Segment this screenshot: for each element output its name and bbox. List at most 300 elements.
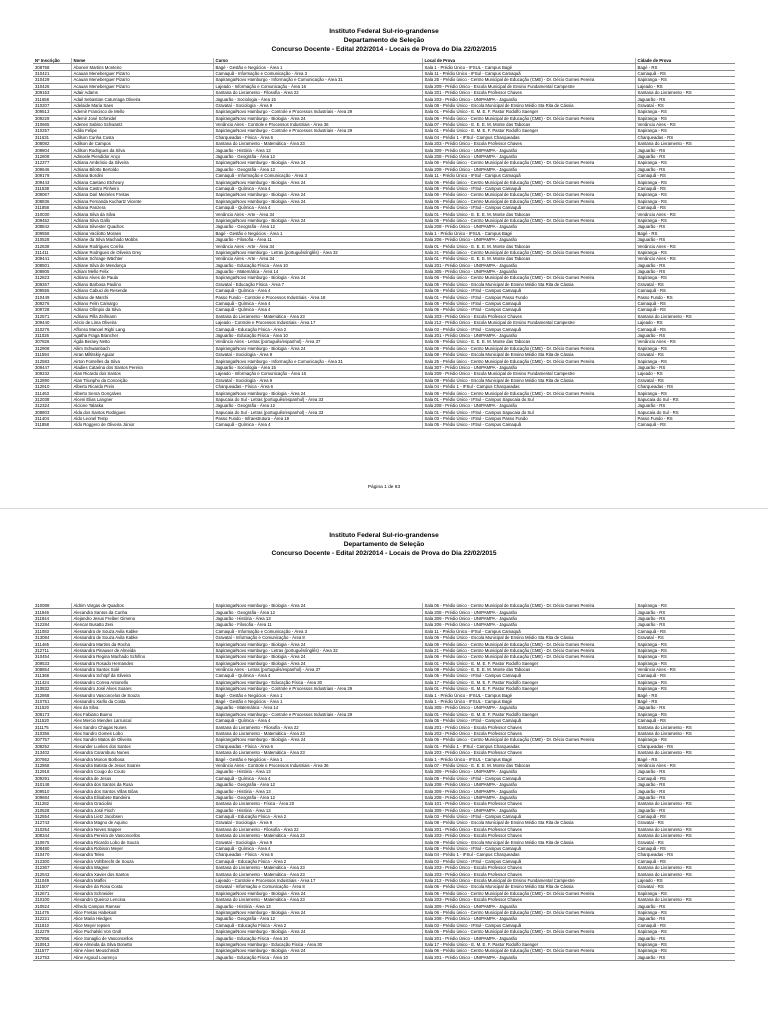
cell-registration: 311282 (33, 801, 71, 807)
cell-exam-location: Sala 05 - Prédio Único - IFSul - Campus Camaquã (422, 845, 635, 851)
cell-registration: 311858 (33, 204, 71, 210)
cell-course: Sapiranga/Novo Hamburgo - Biologia - Área 24 (213, 909, 422, 915)
cell-exam-city: Camaquã - RS (635, 813, 735, 819)
cell-registration: 312808 (33, 153, 71, 159)
cell-registration: 309452 (33, 217, 71, 223)
cell-exam-city: Sapiranga - RS (635, 115, 735, 121)
cell-name: Alex Sandro Chagas Nunes (71, 724, 213, 730)
cell-registration: 311465 (33, 641, 71, 647)
cell-course: Jaguarão - História - Área 13 (213, 147, 422, 153)
cell-name: Adinoele Piendidor Anço (71, 153, 213, 159)
cell-course: Santana do Livramento - Filosofia - Área 22 (213, 724, 422, 730)
cell-exam-city: Santana do Livramento - RS (635, 141, 735, 147)
cell-registration: 309684 (33, 794, 71, 800)
cell-course: Santana do Livramento - Matemática - Área 23 (213, 141, 422, 147)
cell-course: Sapiranga/Novo Hamburgo - Biologia - Área 24 (213, 115, 422, 121)
cell-course: Camaquã - Química - Área 4 (213, 422, 422, 428)
cell-exam-city: Gravataí - RS (635, 820, 735, 826)
cell-registration: 310148 (33, 781, 71, 787)
cell-exam-location: Sala 03 - Prédio Único - IFSul - Campus Camaquã (422, 858, 635, 864)
cell-registration: 312038 (33, 396, 71, 402)
cell-exam-city: Camaquã - RS (635, 288, 735, 294)
cell-registration: 312284 (33, 622, 71, 628)
cell-registration: 312823 (33, 275, 71, 281)
cell-exam-location: Sala 06 - Prédio único - Centro Municipal de Educação (CME) - Dr. Décio Gomes Pereira (422, 909, 635, 915)
cell-name: Aline Alves Meuschmidt (71, 948, 213, 954)
cell-registration: 308842 (33, 224, 71, 230)
cell-registration: 309229 (33, 115, 71, 121)
cell-course: Venâncio Aires - Arte - Área 34 (213, 256, 422, 262)
cell-name: Adilson Cunha Costa (71, 134, 213, 140)
cell-course: Sapiranga/Novo Hamburgo - Biologia - Área 24 (213, 641, 422, 647)
cell-exam-location: Sala 21 - Prédio único - Centro Municipal de Educação (CME) - Dr. Décio Gomes Pereira (422, 249, 635, 255)
cell-exam-location: Sala 11 - Prédio Único - IFSul - Campus Camaquã (422, 70, 635, 76)
cell-exam-location: Sala 309 - Prédio Único - UNIPAMPA - Jaguarão (422, 769, 635, 775)
cell-name: Adriano Barbosa Paulino (71, 281, 213, 287)
cell-name: Alcione Talaska (71, 403, 213, 409)
cell-name: Alexandra Caramburu Nunes (71, 749, 213, 755)
cell-registration: 311520 (33, 705, 71, 711)
cell-exam-city: Jaguarão - RS (635, 615, 735, 621)
cell-exam-location: Sala 06 - Prédio único - Centro Municipal de Educação (CME) - Dr. Décio Gomes Pereira (422, 737, 635, 743)
cell-registration: 311631 (33, 134, 71, 140)
table-row (33, 954, 735, 960)
cell-registration: 311476 (33, 909, 71, 915)
cell-exam-location: Sala 305 - Prédio Único - UNIPAMPA - Jaguarão (422, 268, 635, 274)
cell-course: Venâncio Aires - Letras (português/espanhol) - Área 37 (213, 666, 422, 672)
cell-name: Ailim Schwambach (71, 345, 213, 351)
cell-course: Jaguarão - História - Área 13 (213, 807, 422, 813)
cell-exam-city: Sapiranga - RS (635, 198, 735, 204)
cell-registration: 308173 (33, 711, 71, 717)
cell-name: Adriane Rodrigues Corrêa (71, 243, 213, 249)
cell-exam-city: Sapiranga - RS (635, 686, 735, 692)
cell-exam-city: Jaguarão - RS (635, 236, 735, 242)
cell-course: Sapiranga/Novo Hamburgo - Biologia - Área 24 (213, 179, 422, 185)
table-row (33, 422, 735, 428)
cell-registration: 311858 (33, 422, 71, 428)
contest-title: Concurso Docente - Edital 202/2014 - Locais de Prova do Dia 22/02/2015 (271, 46, 497, 53)
cell-name: Alex Mercio Mendes Larruscaí (71, 718, 213, 724)
cell-registration: 309447 (33, 364, 71, 370)
cell-exam-location: Sala 08 - Prédio Único - E. E. E. M. Monte das Tabocas (422, 339, 635, 345)
cell-registration: 311083 (33, 628, 71, 634)
cell-registration: 312367 (33, 865, 71, 871)
cell-course: Bagé - Gestão e Negócios - Área 1 (213, 230, 422, 236)
cell-exam-city: Charqueadas - RS (635, 383, 735, 389)
cell-exam-city: Lajeado - RS (635, 83, 735, 89)
cell-course: Jaguarão - Filosofia - Área 11 (213, 622, 422, 628)
cell-registration: 311404 (33, 415, 71, 421)
cell-exam-location: Sala 208 - Prédio Único - UNIPAMPA - Jaguarão (422, 224, 635, 230)
cell-name: Alan Triunpho da Conceição (71, 377, 213, 383)
cell-exam-city: Jaguarão - RS (635, 935, 735, 941)
cell-course: Jaguarão - Geografia - Área 12 (213, 224, 422, 230)
cell-course: Charqueadas - Física - Área 6 (213, 134, 422, 140)
cell-course: Camaquã - Educação Física - Área 2 (213, 813, 422, 819)
cell-registration: 312543 (33, 871, 71, 877)
cell-course: Lajeado - Informação e Comunicação - Área 16 (213, 371, 422, 377)
cell-course: Camaquã - Educação Física - Área 2 (213, 326, 422, 332)
cell-registration: 312753 (33, 954, 71, 960)
cell-registration: 313402 (33, 749, 71, 755)
cell-registration: 307826 (33, 339, 71, 345)
cell-exam-city: Bagé - RS (635, 64, 735, 70)
cell-exam-city: Sapiranga - RS (635, 941, 735, 947)
cell-registration: 310276 (33, 326, 71, 332)
cell-course: Jaguarão - História - Área 13 (213, 615, 422, 621)
cell-registration: 308836 (33, 198, 71, 204)
cell-course: Sapucaia do Sul - Letras (português/espanhol) - Área 33 (213, 409, 422, 415)
cell-registration: 310665 (33, 121, 71, 127)
cell-exam-location: Sala 203 - Prédio Único - Escola Professor Chaves (422, 730, 635, 736)
cell-course: Camaquã - Química - Área 4 (213, 718, 422, 724)
cell-exam-city: Venâncio Aires - RS (635, 211, 735, 217)
cell-exam-city: Jaguarão - RS (635, 781, 735, 787)
cell-course: Sapiranga/Novo Hamburgo - Biologia - Área 24 (213, 192, 422, 198)
cell-exam-location: Sala 06 - Prédio único - Centro Municipal de Educação (CME) - Dr. Décio Gomes Pereira (422, 198, 635, 204)
cell-registration: 310913 (33, 941, 71, 947)
cell-exam-city: Sapiranga - RS (635, 160, 735, 166)
cell-registration: 311538 (33, 185, 71, 191)
cell-name: Adilson Rodrigues da Silva (71, 147, 213, 153)
cell-exam-location: Sala 203 - Prédio Único - Escola Professor Chaves (422, 871, 635, 877)
cell-exam-location: Sala 208 - Prédio Único - UNIPAMPA - Jaguarão (422, 781, 635, 787)
cell-registration: 310088 (33, 603, 71, 609)
cell-name: Alessandro Correa Antonello (71, 679, 213, 685)
cell-exam-location: Sala 05 - Prédio Único - IFSul - Campus Camaquã (422, 422, 635, 428)
cell-name: Alessandro Xarllo da Costa (71, 698, 213, 704)
cell-exam-city: Santana do Livramento - RS (635, 865, 735, 871)
cell-name: Alice Maria Hiedges (71, 916, 213, 922)
cell-exam-location: Sala 203 - Prédio Único - Escola Professor Chaves (422, 865, 635, 871)
cell-exam-city: Lajeado - RS (635, 371, 735, 377)
cell-registration: 308803 (33, 409, 71, 415)
cell-exam-location: Sala 03 - Prédio Único - IFSul - Campus Camaquã (422, 813, 635, 819)
cell-exam-city: Santana do Livramento - RS (635, 89, 735, 95)
cell-registration: 307856 (33, 935, 71, 941)
cell-name: Alice Meyer Iepsen (71, 922, 213, 928)
cell-registration: 311594 (33, 351, 71, 357)
cell-exam-city: Santana do Livramento - RS (635, 730, 735, 736)
cell-course: Venâncio Aires - Letras (português/espanhol) - Área 37 (213, 339, 422, 345)
cell-name: Aline Almeida da Silva Bonetto (71, 941, 213, 947)
cell-course: Camaquã - Informação e Comunicação - Área 3 (213, 173, 422, 179)
cell-exam-city: Santana do Livramento - RS (635, 826, 735, 832)
cell-registration: 309267 (33, 281, 71, 287)
cell-exam-location: Sala 08 - Prédio Único - Escola Municipal de Ensino Médio Sta Rita de Cássia (422, 351, 635, 357)
cell-exam-city: Jaguarão - RS (635, 622, 735, 628)
cell-exam-location: Sala 309 - Prédio Único - UNIPAMPA - Jaguarão (422, 788, 635, 794)
cell-exam-city: Sapiranga - RS (635, 647, 735, 653)
cell-name: Acauan Meneberguer Pizarro (71, 70, 213, 76)
cell-name: Alice Sonaglio de Vasconcellos (71, 935, 213, 941)
cell-exam-city: Jaguarão - RS (635, 788, 735, 794)
cell-exam-city: Sapiranga - RS (635, 654, 735, 660)
cell-course: Jaguarão - Geografia - Área 12 (213, 403, 422, 409)
cell-course: Jaguarão - Educação Física - Área 10 (213, 954, 422, 960)
cell-course: Camaquã - Química - Área 4 (213, 300, 422, 306)
cell-exam-location: Sala 206 - Prédio Único - UNIPAMPA - Jaguarão (422, 236, 635, 242)
cell-registration: 312743 (33, 820, 71, 826)
cell-course: Gravataí - Sociologia - Área 9 (213, 839, 422, 845)
cell-exam-location: Sala 08 - Prédio Único - Escola Municipal de Ensino Médio Sta Rita de Cássia (422, 377, 635, 383)
cell-registration: 312279 (33, 928, 71, 934)
cell-course: Sapiranga/Novo Hamburgo - Biologia - Área 24 (213, 737, 422, 743)
cell-name: Aldrim Vargas de Quadros (71, 603, 213, 609)
cell-exam-city: Sapiranga - RS (635, 358, 735, 364)
cell-registration: 309558 (33, 230, 71, 236)
cell-course: Venâncio Aires - Arte - Área 34 (213, 243, 422, 249)
cell-name: Aline Argoud Lourenço (71, 954, 213, 960)
cell-exam-city: Sapiranga - RS (635, 660, 735, 666)
cell-name: Alexandra Magno de Aquino (71, 820, 213, 826)
cell-course: Sapiranga/Novo Hamburgo - Biologia - Área 24 (213, 890, 422, 896)
cell-course: Sapiranga/Novo Hamburgo - Biologia - Área 24 (213, 603, 422, 609)
cell-name: Adriano Olímpio da Silva (71, 307, 213, 313)
cell-exam-location: Sala 06 - Prédio único - Centro Municipal de Educação (CME) - Dr. Décio Gomes Pereira (422, 390, 635, 396)
contest-title: Concurso Docente - Edital 202/2014 - Locais de Prova do Dia 22/02/2015 (271, 550, 497, 557)
cell-exam-city: Santana do Livramento - RS (635, 896, 735, 902)
table-body (33, 64, 735, 428)
cell-exam-location: Sala 06 - Prédio único - Centro Municipal de Educação (CME) - Dr. Décio Gomes Pereira (422, 217, 635, 223)
cell-registration: 312638 (33, 243, 71, 249)
cell-exam-location: Sala 06 - Prédio único - Centro Municipal de Educação (CME) - Dr. Décio Gomes Pereira (422, 115, 635, 121)
cell-exam-city: Jaguarão - RS (635, 794, 735, 800)
cell-course: Santana do Livramento - Matemática - Área 23 (213, 833, 422, 839)
cell-name: Acauan Meneberguer Pizarro (71, 77, 213, 83)
cell-registration: 310426 (33, 83, 71, 89)
cell-exam-location: Sala 208 - Prédio Único - UNIPAMPA - Jaguarão (422, 403, 635, 409)
cell-exam-city: Bagé - RS (635, 698, 735, 704)
cell-exam-location: Sala 01 - Prédio 1 - IFSul - Campus Charqueadas (422, 743, 635, 749)
cell-registration: 312571 (33, 313, 71, 319)
cell-name: Aécio de Lima Oliveira (71, 320, 213, 326)
cell-registration: 309555 (33, 288, 71, 294)
cell-course: Camaquã - Educação Física - Área 2 (213, 858, 422, 864)
cell-course: Venâncio Aires - Controle e Processos Industriais - Área 36 (213, 121, 422, 127)
cell-exam-city: Sapiranga - RS (635, 928, 735, 934)
cell-registration: 312908 (33, 345, 71, 351)
cell-registration: 308501 (33, 262, 71, 268)
cell-name: Alexandra José Fisch (71, 807, 213, 813)
cell-name: Alexandra dos Santos Villas Bôas (71, 788, 213, 794)
cell-exam-location: Sala 06 - Prédio único - Centro Municipal de Educação (CME) - Dr. Décio Gomes Pereira (422, 192, 635, 198)
cell-name: Alex da Silva (71, 705, 213, 711)
cell-name: Adriano de Marchi (71, 294, 213, 300)
cell-name: Alessandra de Souza Avila Kabke (71, 628, 213, 634)
cell-course: Jaguarão - Matemática - Área 14 (213, 705, 422, 711)
cell-course: Sapiranga/Novo Hamburgo - Informação e Comunicação - Área 31 (213, 77, 422, 83)
cell-exam-city: Sapiranga - RS (635, 179, 735, 185)
cell-exam-city: Jaguarão - RS (635, 903, 735, 909)
cell-exam-location: Sala 206 - Prédio Único - UNIPAMPA - Jaguarão (422, 622, 635, 628)
cell-registration: 312868 (33, 762, 71, 768)
cell-exam-city: Jaguarão - RS (635, 96, 735, 102)
cell-exam-location: Sala 212 - Prédio Único - Escola Municipal de Ensino Fundamental Campestre (422, 877, 635, 883)
cell-exam-city: Bagé - RS (635, 692, 735, 698)
cell-course: Santana do Livramento - Matemática - Área 23 (213, 865, 422, 871)
cell-name: Alexandro Queiroz Lencina (71, 896, 213, 902)
cell-exam-location: Sala 07 - Prédio Único - E. E. E. M. Monte das Tabocas (422, 121, 635, 127)
cell-course: Camaquã - Educação Física - Área 2 (213, 922, 422, 928)
cell-registration: 308758 (33, 64, 71, 70)
cell-registration: 311026 (33, 332, 71, 338)
cell-course: Santana do Livramento - Matemática - Área 23 (213, 871, 422, 877)
cell-exam-location: Sala 1 - Prédio Único - IFSUL - Campus Bagé (422, 692, 635, 698)
cell-course: Sapiranga/Novo Hamburgo - Biologia - Área 24 (213, 948, 422, 954)
cell-name: Adilson de Campos (71, 141, 213, 147)
cell-name: Alessandra Santos Solé (71, 666, 213, 672)
cell-exam-city: Sapiranga - RS (635, 711, 735, 717)
cell-registration: 307757 (33, 737, 71, 743)
cell-registration: 312890 (33, 377, 71, 383)
cell-exam-city: Camaquã - RS (635, 70, 735, 76)
cell-registration: 312711 (33, 647, 71, 653)
cell-exam-city: Jaguarão - RS (635, 807, 735, 813)
cell-course: Lajeado - Controle e Processos Industriais - Área 17 (213, 877, 422, 883)
cell-exam-city: Camaquã - RS (635, 775, 735, 781)
cell-exam-city: Venâncio Aires - RS (635, 243, 735, 249)
cell-name: Alexandra Batista de Jesus Soares (71, 762, 213, 768)
cell-course: Jaguarão - História - Área 13 (213, 903, 422, 909)
cell-name: Aldo Roggero de Oliveira Júnior (71, 422, 213, 428)
cell-registration: 309067 (33, 192, 71, 198)
cell-course: Bagé - Gestão e Negócios - Área 1 (213, 698, 422, 704)
department-title: Departamento de Seleção (343, 37, 425, 44)
cell-exam-location: Sala 05 - Prédio Único - IFSul - Campus Camaquã (422, 673, 635, 679)
cell-exam-city: Sapiranga - RS (635, 275, 735, 281)
cell-exam-location: Sala 201 - Prédio Único - UNIPAMPA - Jaguarão (422, 954, 635, 960)
cell-exam-location: Sala 03 - Prédio Único - IFSul - Campus Camaquã (422, 326, 635, 332)
cell-course: Santana do Livramento - Matemática - Área 23 (213, 749, 422, 755)
cell-name: Alex Sandro Gomes Lobo (71, 730, 213, 736)
cell-registration: 311368 (33, 673, 71, 679)
column-header-registration: Nº Inscrição (33, 58, 71, 64)
cell-exam-location: Sala 01 - Prédio Único - E. E. E. M. Monte das Tabocas (422, 211, 635, 217)
cell-name: Adenes Sabino Schwantz (71, 121, 213, 127)
cell-exam-location: Sala 06 - Prédio único - Centro Municipal de Educação (CME) - Dr. Décio Gomes Pereira (422, 641, 635, 647)
cell-course: Jaguarão - Geografia - Área 12 (213, 794, 422, 800)
cell-course: Charqueadas - Física - Área 6 (213, 852, 422, 858)
cell-name: Alexandra Robison Meyer (71, 845, 213, 851)
cell-registration: 307862 (33, 756, 71, 762)
cell-course: Santana do Livramento - Filosofia - Área 22 (213, 826, 422, 832)
cell-course: Gravataí - Sociologia - Área 9 (213, 351, 422, 357)
cell-name: Alessandra de Souza Avila Kabke (71, 634, 213, 640)
cell-exam-location: Sala 203 - Prédio Único - Escola Professor Chaves (422, 896, 635, 902)
cell-name: Alex Sandro Matos de Oliveira (71, 737, 213, 743)
cell-exam-location: Sala 01 - Prédio Único - E. M. E. F. Pastor Rodolfo Saenger (422, 109, 635, 115)
cell-course: Camaquã - Química - Área 4 (213, 204, 422, 210)
cell-registration: 312918 (33, 769, 71, 775)
cell-exam-city: Lajeado - RS (635, 320, 735, 326)
cell-name: Adriana Castro Pinheiro (71, 185, 213, 191)
cell-name: Alencar Busatto Zeni (71, 622, 213, 628)
cell-exam-location: Sala 01 - Prédio Único - IFSul - Campus Sapucaia do Sul (422, 396, 635, 402)
cell-course: Sapiranga/Novo Hamburgo - Biologia - Área 24 (213, 217, 422, 223)
page-1 (0, 0, 768, 508)
cell-name: Alexandra Schneider (71, 890, 213, 896)
cell-exam-city: Camaquã - RS (635, 204, 735, 210)
cell-name: Ágda Beraey Netto (71, 339, 213, 345)
cell-registration: 308854 (33, 666, 71, 672)
cell-registration: 311049 (33, 877, 71, 883)
cell-course: Jaguarão - Geografia - Área 12 (213, 609, 422, 615)
cell-registration: 311810 (33, 922, 71, 928)
cell-exam-city: Camaquã - RS (635, 173, 735, 179)
cell-course: Bagé - Gestão e Negócios - Área 1 (213, 692, 422, 698)
cell-registration: 308252 (33, 743, 71, 749)
cell-course: Camaquã - Química - Área 4 (213, 775, 422, 781)
cell-exam-city: Jaguarão - RS (635, 332, 735, 338)
cell-exam-city: Sapiranga - RS (635, 390, 735, 396)
table-body (33, 603, 735, 960)
cell-registration: 310030 (33, 211, 71, 217)
cell-name: Alice Freitas Habekost (71, 909, 213, 915)
cell-name: Alecandra Santos da Cunha (71, 609, 213, 615)
cell-exam-city: Gravataí - RS (635, 102, 735, 108)
cell-name: Alfredo Campos Ramser (71, 903, 213, 909)
department-title: Departamento de Seleção (343, 541, 425, 548)
cell-exam-city: Camaquã - RS (635, 185, 735, 191)
cell-exam-city: Camaquã - RS (635, 718, 735, 724)
cell-course: Sapiranga/Novo Hamburgo - Controle e Processos Industriais - Área 29 (213, 109, 422, 115)
cell-course: Bagé - Gestão e Negócios - Área 1 (213, 756, 422, 762)
cell-exam-location: Sala 08 - Prédio Único - Escola Municipal de Ensino Médio Sta Rita de Cássia (422, 839, 635, 845)
cell-exam-city: Passo Fundo - RS (635, 415, 735, 421)
cell-name: Alan Ricardo dos Santos (71, 371, 213, 377)
cell-exam-location: Sala 01 - Prédio Único - E. E. E. M. Monte das Tabocas (422, 256, 635, 262)
cell-exam-location: Sala 1 - Prédio Único - IFSUL - Campus Bagé (422, 64, 635, 70)
cell-exam-location: Sala 209 - Prédio Único - Escola Municipal de Ensino Fundamental Campestre (422, 83, 635, 89)
cell-exam-city: Sapiranga - RS (635, 948, 735, 954)
cell-name: Alberto Senra Gonçalves (71, 390, 213, 396)
cell-course: Sapiranga/Novo Hamburgo - Biologia - Área 24 (213, 928, 422, 934)
cell-registration: 312583 (33, 358, 71, 364)
cell-course: Santana do Livramento - Filosofia - Área 22 (213, 89, 422, 95)
cell-course: Jaguarão - História - Área 13 (213, 769, 422, 775)
cell-course: Sapucaia do Sul - Letras (português/espanhol) - Área 33 (213, 396, 422, 402)
cell-exam-location: Sala 06 - Prédio único - Centro Municipal de Educação (CME) - Dr. Décio Gomes Pereira (422, 603, 635, 609)
cell-exam-location: Sala 307 - Prédio Único - UNIPAMPA - Jaguarão (422, 364, 635, 370)
cell-name: Alessandra Schöpf da Silveira (71, 673, 213, 679)
cell-registration: 310528 (33, 236, 71, 242)
cell-name: Adriana Silvester Quadros (71, 224, 213, 230)
column-header-exam-location: Local de Prova (422, 58, 635, 64)
cell-exam-location: Sala 06 - Prédio Único - Escola Municipal de Ensino Médio Sta Rita de Cássia (422, 884, 635, 890)
cell-exam-city: Jaguarão - RS (635, 609, 735, 615)
cell-exam-location: Sala 05 - Prédio Único - IFSul - Campus Camaquã (422, 204, 635, 210)
cell-exam-city: Jaguarão - RS (635, 916, 735, 922)
cell-exam-location: Sala 201 - Prédio Único - UNIPAMPA - Jaguarão (422, 935, 635, 941)
cell-exam-city: Jaguarão - RS (635, 268, 735, 274)
cell-registration: 313084 (33, 634, 71, 640)
cell-exam-location: Sala 01 - Prédio Único - E. M. E. F. Pastor Rodolfo Saenger (422, 711, 635, 717)
cell-exam-location: Sala 06 - Prédio único - Centro Municipal de Educação (CME) - Dr. Décio Gomes Pereira (422, 345, 635, 351)
cell-course: Camaquã - Química - Área 4 (213, 845, 422, 851)
cell-registration: 308082 (33, 141, 71, 147)
cell-registration: 310100 (33, 896, 71, 902)
cell-exam-location: Sala 08 - Prédio Único - E. E. E. M. Monte das Tabocas (422, 666, 635, 672)
cell-course: Camaquã - Química - Área 4 (213, 673, 422, 679)
cell-course: Camaquã - Química - Área 4 (213, 307, 422, 313)
cell-registration: 311411 (33, 249, 71, 255)
cell-registration: 309179 (33, 173, 71, 179)
cell-exam-location: Sala 203 - Prédio Único - Escola Professor Chaves (422, 833, 635, 839)
cell-exam-city: Jaguarão - RS (635, 153, 735, 159)
cell-course: Santana do Livramento - Matemática - Área 23 (213, 730, 422, 736)
